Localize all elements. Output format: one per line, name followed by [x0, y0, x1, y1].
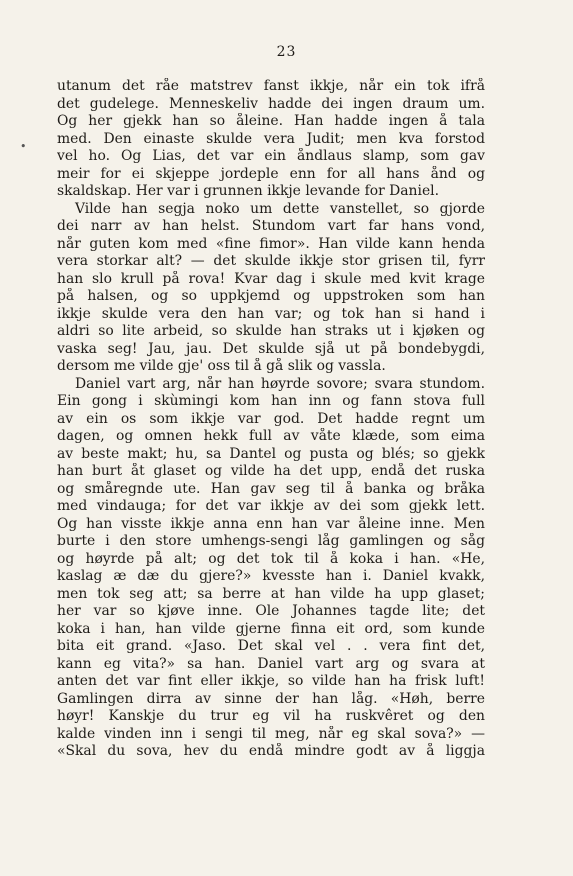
- text-line: dersom me vilde gje' oss til å gå slik og vassla.: [57, 358, 386, 374]
- text-line: vel ho. Og Lias, det var ein åndlaus slamp, som gav: [57, 148, 485, 164]
- text-line: anten det var fint eller ikkje, so vilde han ha frisk luft!: [57, 673, 485, 689]
- text-line: aldri so lite arbeid, so skulde han straks ut i kjøken og: [57, 323, 485, 339]
- text-line: på halsen, og so uppkjemd og uppstroken som han: [57, 288, 485, 304]
- text-line: vaska seg! Jau, jau. Det skulde sjå ut på bondebygdi,: [57, 340, 485, 357]
- text-line: dagen, og omnen hekk full av våte klæde, som eima: [57, 428, 485, 444]
- text-line: Gamlingen dirra av sinne der han låg. «Høh, berre: [57, 690, 485, 707]
- text-line: ikkje skulde vera den han var; og tok han si hand i: [57, 305, 485, 322]
- text-line: meir for ei skjeppe jordeple enn for all hans ånd og: [57, 165, 485, 182]
- text-line: dei narr av han helst. Stundom vart far hans vond,: [57, 218, 485, 234]
- text-line: Og han visste ikkje anna enn han var åleine inne. Men: [57, 515, 485, 532]
- text-line: skaldskap. Her var i grunnen ikkje levande for Daniel.: [57, 183, 440, 199]
- text-line: han burt åt glaset og vilde ha det upp, endå det ruska: [57, 463, 485, 479]
- text-line: av beste makt; hu, sa Dantel og pusta og blés; so gjekk: [57, 445, 485, 462]
- text-line: når guten kom med «fine fimor». Han vilde kann henda: [57, 235, 485, 252]
- text-line: det gudelege. Menneskeliv hadde dei ingen draum um.: [57, 95, 485, 112]
- text-line: Vilde han segja noko um dette vanstellet, so gjorde: [75, 200, 485, 217]
- body-text: [57, 78, 485, 761]
- text-line: Daniel vart arg, når han høyrde sovore; svara stundom.: [75, 375, 485, 392]
- text-line: med. Den einaste skulde vera Judit; men kva forstod: [57, 130, 485, 147]
- text-line: Ein gong i skùmingi kom han inn og fann stova full: [57, 393, 485, 409]
- text-line: bita eit grand. «Jaso. Det skal vel . . vera fint det,: [57, 638, 485, 654]
- page-number: 23: [276, 44, 297, 60]
- text-line: og høyrde på alt; og det tok til å koka i han. «He,: [57, 550, 485, 567]
- text-line: kalde vinden inn i sengi til meg, når eg skal sova?» —: [57, 725, 485, 742]
- text-line: og småregnde ute. Han gav seg til å banka og bråka: [57, 480, 485, 497]
- text-line: koka i han, han vilde gjerne finna eit ord, som kunde: [57, 620, 485, 637]
- text-line: men tok seg att; sa berre at han vilde ha upp glaset;: [57, 585, 485, 602]
- text-line: kann eg vita?» sa han. Daniel vart arg og svara at: [57, 655, 485, 672]
- text-line: med vindauga; for det var ikkje av dei som gjekk lett.: [57, 498, 485, 514]
- text-line: burte i den store umhengs-sengi låg gamlingen og såg: [57, 533, 485, 549]
- text-line: Og her gjekk han so åleine. Han hadde ingen å tala: [57, 113, 485, 129]
- text-line: han slo krull på rova! Kvar dag i skule med kvit krage: [57, 270, 485, 287]
- text-line: «Skal du sova, hev du endå mindre godt av å liggja: [57, 743, 485, 759]
- text-line: av ein os som ikkje var god. Det hadde regnt um: [57, 410, 485, 427]
- text-line: vera storkar alt? — det skulde ikkje stor grisen til, fyrr: [57, 253, 485, 269]
- text-line: kaslag æ dæ du gjere?» kvesste han i. Daniel kvakk,: [57, 568, 485, 584]
- margin-mark: •: [20, 140, 27, 153]
- text-line: her var so kjøve inne. Ole Johannes tagde lite; det: [57, 603, 485, 619]
- text-line: høyr! Kanskje du trur eg vil ha ruskvêret og den: [57, 708, 485, 724]
- text-line: utanum det råe matstrev fanst ikkje, når ein tok ifrå: [57, 78, 485, 94]
